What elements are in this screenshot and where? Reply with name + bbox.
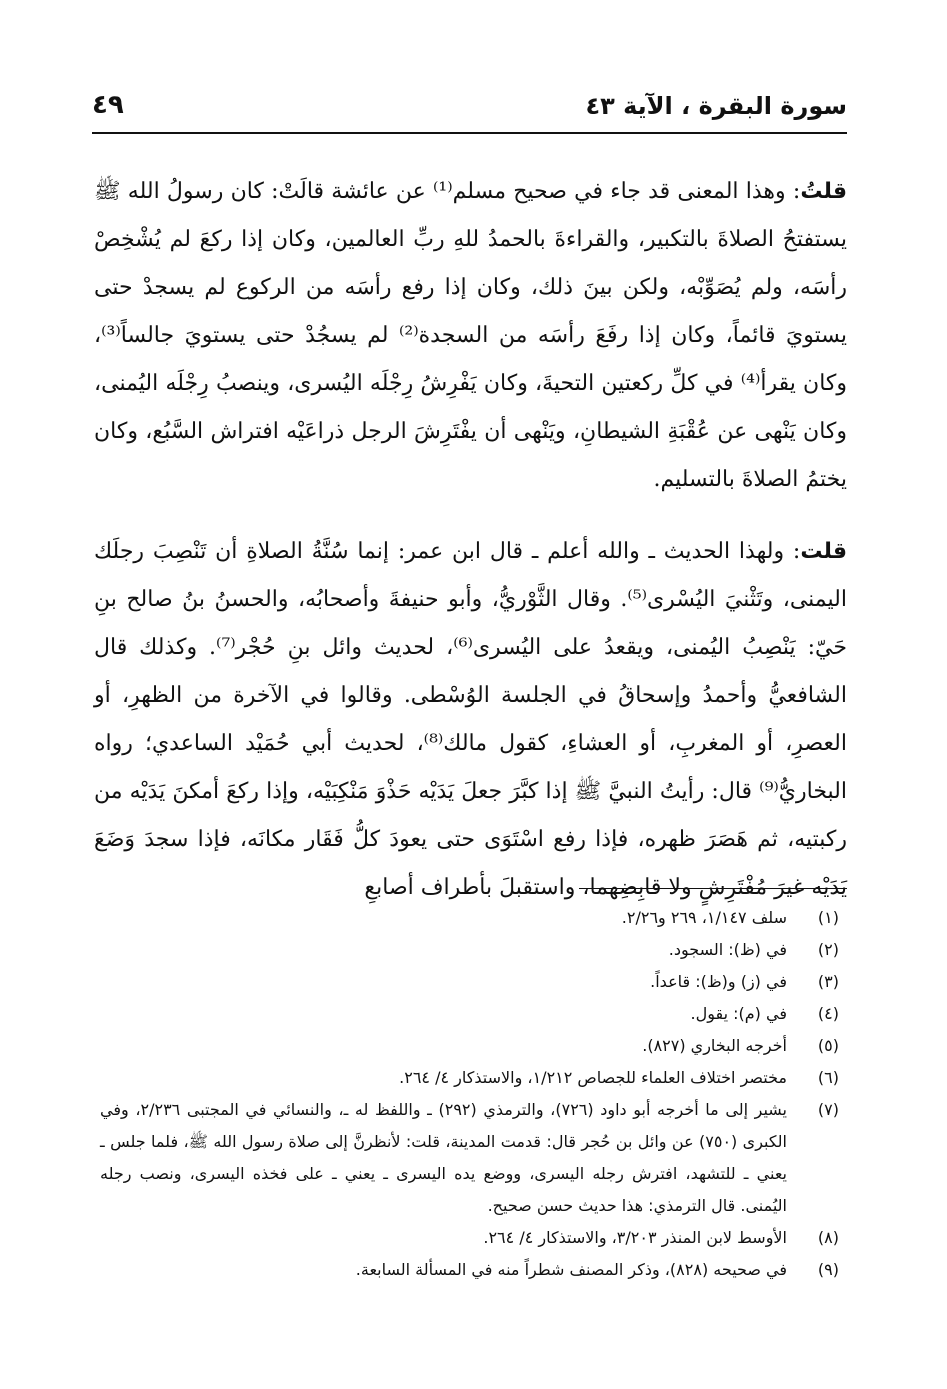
footnote-2 <box>100 934 839 966</box>
footnote-6 <box>100 1062 839 1094</box>
paragraph-1 <box>94 168 847 504</box>
footnote-text: أخرجه البخاري (٨٢٧). <box>642 1036 787 1055</box>
footnote-5 <box>100 1030 839 1062</box>
footnote-number: (٧) <box>817 1100 839 1119</box>
paragraph-lead: قلتُ <box>800 179 847 204</box>
footnote-number: (٢) <box>817 940 839 959</box>
footnote-text: في (م): يقول. <box>690 1004 787 1023</box>
footnote-number: (٩) <box>817 1260 839 1279</box>
footnote-number: (٤) <box>817 1004 839 1023</box>
footnote-number: (١) <box>817 908 839 927</box>
footnote-9 <box>100 1254 839 1286</box>
footnote-number: (٨) <box>817 1228 839 1247</box>
footnote-number: (٣) <box>817 972 839 991</box>
footnote-text: الأوسط لابن المنذر ٣/٢٠٣، والاستذكار ٤/ ٢٦٤. <box>483 1228 787 1247</box>
footnote-text: في (ز) و(ظ): قاعداً. <box>650 972 787 991</box>
paragraph-body: : وهذا المعنى قد جاء في صحيح مسلم⁽¹⁾ عن عائشة قالَتْ: كان رسولُ الله ﷺ يستفتحُ الصلاةَ بالتكبير، والقراءةَ بالحمدُ للهِ ربِّ العالمين، وكان إذا ركعَ لم يُشْخِصْ رأسَه، ولم يُصَوِّبْه، ولكن بينَ ذلك، وكان إذا رفع رأسَه من الركوع لم يسجدْ حتى يستويَ قائماً، وكان إذا رفَعَ رأسَه من السجدة⁽²⁾ لم يسجُدْ حتى يستويَ جالساً⁽³⁾، وكان يقرأ⁽⁴⁾ في كلِّ ركعتين التحيةَ، وكان يَفْرِشُ رِجْلَه اليُسرى، وينصبُ رِجْلَه اليُمنى، وكان يَنْهى عن عُقْبَةِ الشيطانِ، ويَنْهى أن يفْتَرِشَ الرجل ذراعَيْه افتراش السَّبُع، وكان يختمُ الصلاةَ بالتسليم. <box>94 179 848 492</box>
footnote-text: في صحيحه (٨٢٨)، وذكر المصنف شطراً منه في المسألة السابعة. <box>355 1260 787 1279</box>
footnote-number: (٥) <box>817 1036 839 1055</box>
running-header <box>92 88 847 134</box>
footnote-4 <box>100 998 839 1030</box>
paragraph-lead: قلت <box>800 539 847 564</box>
page-number: ٤٩ <box>92 90 124 120</box>
footnote-text: في (ظ): السجود. <box>668 940 787 959</box>
footnotes <box>100 902 839 1286</box>
footnote-text: مختصر اختلاف العلماء للجصاص ١/٢١٢، والاستذكار ٤/ ٢٦٤. <box>399 1068 787 1087</box>
footnote-divider <box>579 888 847 889</box>
footnote-7 <box>100 1094 839 1222</box>
main-text <box>94 168 847 912</box>
paragraph-2 <box>94 528 847 912</box>
footnote-number: (٦) <box>817 1068 839 1087</box>
footnote-1 <box>100 902 839 934</box>
footnote-text: سلف ١/١٤٧، ٢٦٩ و٢/٢٦. <box>621 908 787 927</box>
footnote-text: يشير إلى ما أخرجه أبو داود (٧٢٦)، والترمذي (٢٩٢) ـ واللفظ له ـ، والنسائي في المجتبى ٢/٢٣٦، وفي الكبرى (٧٥٠) عن وائل بن حُجر قال: قدمت المدينة، قلت: لأنظرنَّ إلى صلاة رسول الله ﷺ، فلما جلس ـ يعني ـ للتشهد، افترش رجله اليسرى، ووضع يده اليسرى ـ يعني ـ على فخذه اليسرى، ونصب رجله اليُمنى. قال الترمذي: هذا حديث حسن صحيح. <box>100 1100 788 1215</box>
surah-verse-title: سورة البقرة ، الآية ٤٣ <box>585 92 847 120</box>
footnote-8 <box>100 1222 839 1254</box>
footnote-3 <box>100 966 839 998</box>
paragraph-body: : ولهذا الحديث ـ والله أعلم ـ قال ابن عمر: إنما سُنَّةُ الصلاةِ أن تَنْصِبَ رجلَك اليمنى، وتَثْنيَ اليُسْرى⁽⁵⁾. وقال الثَّوْريُّ، وأبو حنيفةَ وأصحابُه، والحسنُ بنُ صالح بنِ حَيّ: يَنْصِبُ اليُمنى، ويقعدُ على اليُسرى⁽⁶⁾، لحديث وائل بنِ حُجْر⁽⁷⁾. وكذلك قال الشافعيُّ وأحمدُ وإسحاقُ في الجلسة الوُسْطى. وقالوا في الآخرة من الظهرِ، أو العصرِ، أو المغربِ، أو العشاءِ، كقول مالك⁽⁸⁾، لحديث أبي حُمَيْد الساعدي؛ رواه البخاريُّ⁽⁹⁾ قال: رأيتُ النبيَّ ﷺ إذا كبَّرَ جعلَ يَدَيْه حَذْوَ مَنْكِبَيْه، وإذا ركعَ أمكنَ يَدَيْه من ركبتيه، ثم هَصَرَ ظهره، فإذا رفع اسْتَوَى حتى يعودَ كلُّ فَقَار مكانَه، فإذا سجدَ وَضَعَ يَدَيْه غيرَ مُفْتَرِشٍ ولا قابِضِهما، واستقبلَ بأطراف أصابعِ <box>94 539 847 900</box>
